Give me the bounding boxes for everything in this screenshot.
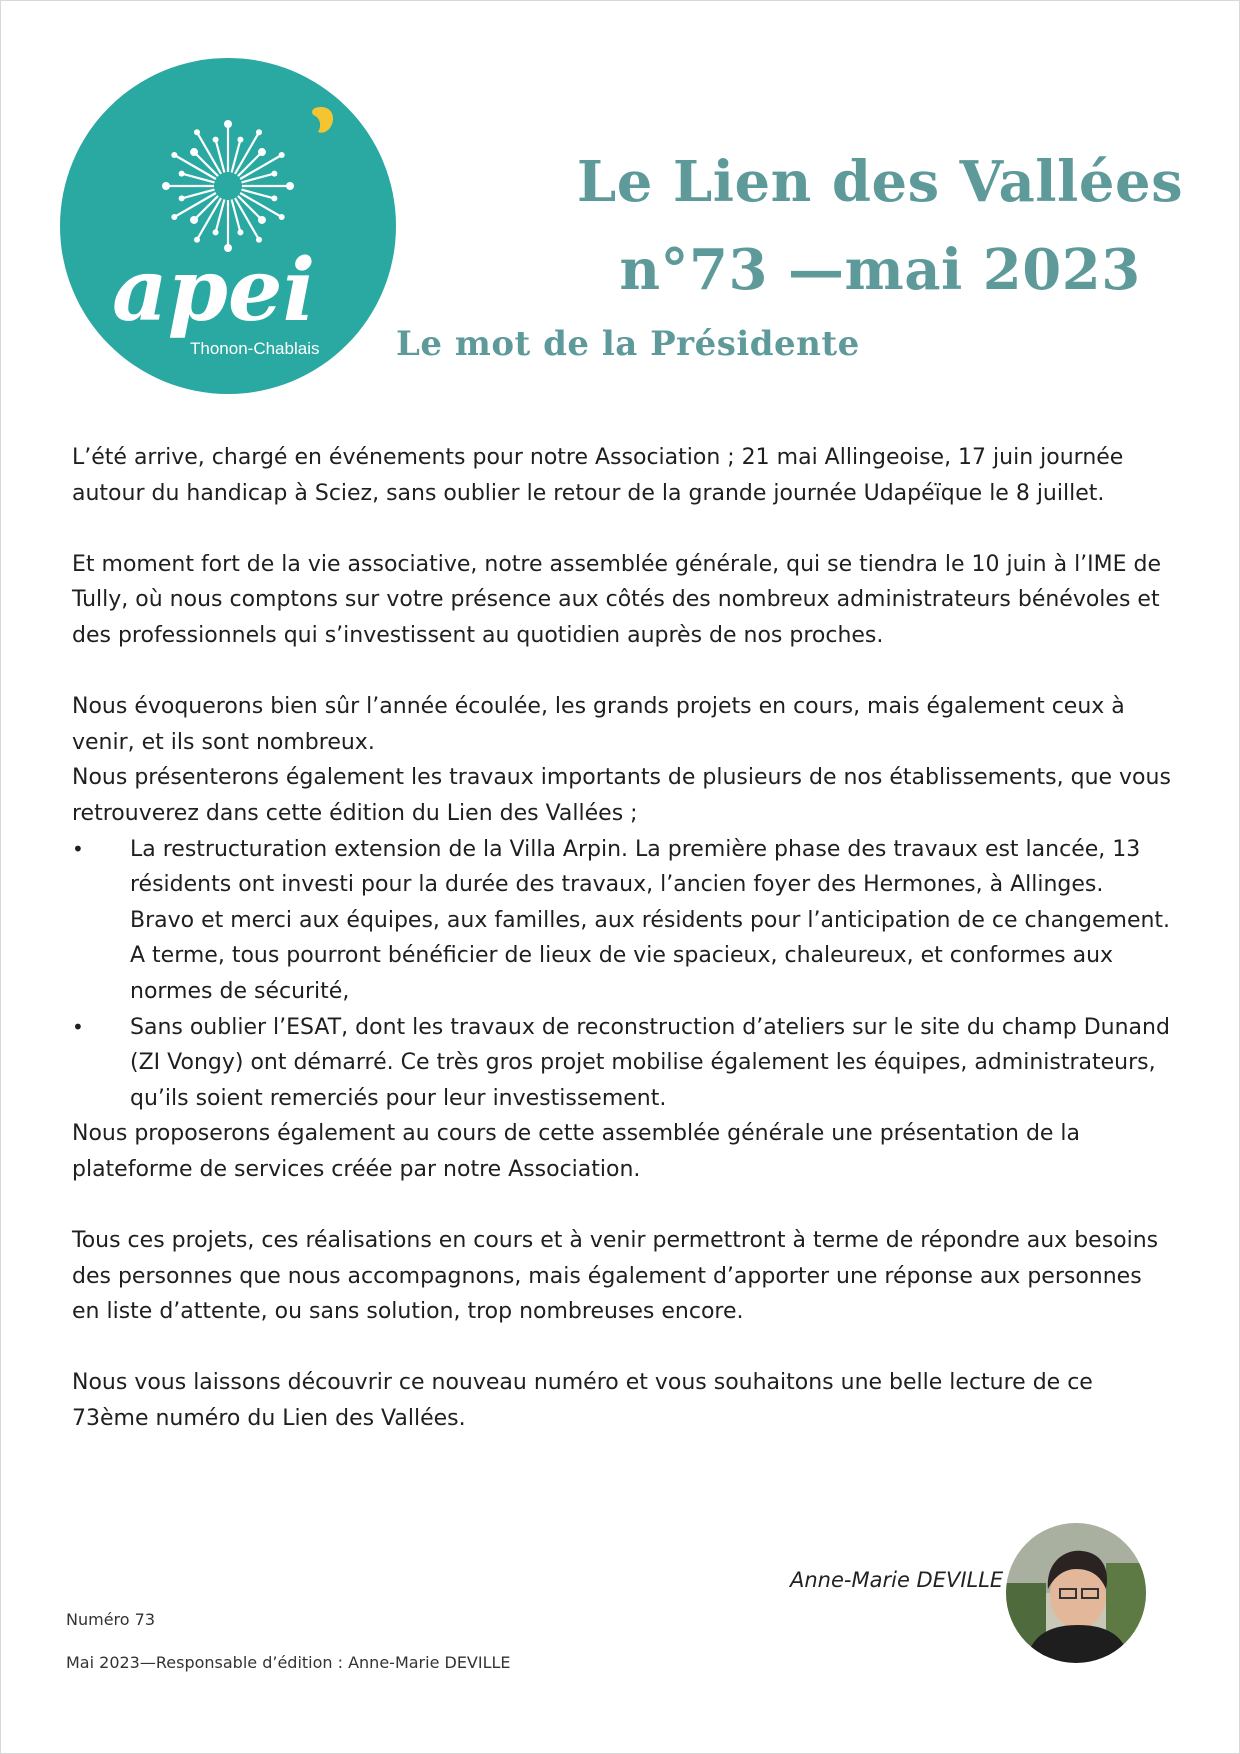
paragraph-5: Nous proposerons également au cours de cette assemblée générale une présentation de la plateforme de services créée par notre Association. (72, 1121, 1081, 1182)
portrait-graphic (1006, 1523, 1146, 1663)
logo-location-text: Thonon-Chablais (190, 339, 320, 358)
logo-wordmark (60, 58, 396, 394)
bullet-list (72, 832, 1172, 1117)
bullet-icon: • (72, 836, 84, 861)
title-line-1: Le Lien des Vallées (576, 149, 1184, 215)
section-subtitle: Le mot de la Présidente (396, 324, 860, 364)
article-body (72, 440, 1172, 1437)
paragraph-1: L’été arrive, chargé en événements pour notre Association ; 21 mai Allingeoise, 17 juin journée autour du handicap à Sciez, sans oublier le retour de la grande journée Udapéïque le 8 juillet. (72, 445, 1124, 506)
list-item-text: La restructuration extension de la Villa Arpin. La première phase des travaux est lancée, 13 résidents ont investi pour la durée des travaux, l’ancien foyer des Hermones, à Allinges. Bravo et merci aux équipes, aux familles, aux résidents pour l’anticipation de ce changement. A terme, tous pourront bénéficier de lieux de vie spacieux, chaleureux, et conformes aux normes de sécurité, (130, 836, 1171, 1004)
apei-logo (60, 58, 396, 394)
newsletter-title (560, 138, 1200, 314)
author-photo (1006, 1523, 1146, 1663)
list-item-text: Sans oublier l’ESAT, dont les travaux de reconstruction d’ateliers sur le site du champ Dunand (ZI Vongy) ont démarré. Ce très gros projet mobilise également les équipes, administrateurs, qu’ils soient remerciés pour leur investissement. (130, 1014, 1170, 1111)
paragraph-7: Nous vous laissons découvrir ce nouveau numéro et vous souhaitons une belle lecture de ce 73ème numéro du Lien des Vallées. (72, 1370, 1093, 1432)
paragraph-6: Tous ces projets, ces réalisations en cours et à venir permettront à terme de répondre aux besoins des personnes que nous accompagnons, mais également d’apporter une réponse aux personnes en liste d’attente, ou sans solution, trop nombreuses encore. (72, 1228, 1159, 1325)
logo-brand-text: apei (112, 240, 316, 341)
paragraph-2: Et moment fort de la vie associative, notre assemblée générale, qui se tiendra le 10 juin à l’IME de Tully, où nous comptons sur votre présence aux côtés des nombreux administrateurs bénévoles et des professionnels qui s’investissent au quotidien auprès de nos proches. (72, 551, 1162, 648)
signature: Anne-Marie DEVILLE (790, 1568, 1004, 1592)
bullet-icon: • (72, 1014, 84, 1039)
paragraph-4: Nous présenterons également les travaux importants de plusieurs de nos établissements, que vous retrouverez dans cette édition du Lien des Vallées ; (72, 765, 1171, 826)
issue-number: Numéro 73 (66, 1610, 155, 1629)
list-item (72, 832, 1172, 1010)
paragraph-3: Nous évoquerons bien sûr l’année écoulée, les grands projets en cours, mais également ceux à venir, et ils sont nombreux. (72, 694, 1125, 755)
list-item (72, 1010, 1172, 1117)
title-line-2: n°73 —mai 2023 (619, 237, 1141, 303)
edition-credits: Mai 2023—Responsable d’édition : Anne-Marie DEVILLE (66, 1653, 511, 1672)
